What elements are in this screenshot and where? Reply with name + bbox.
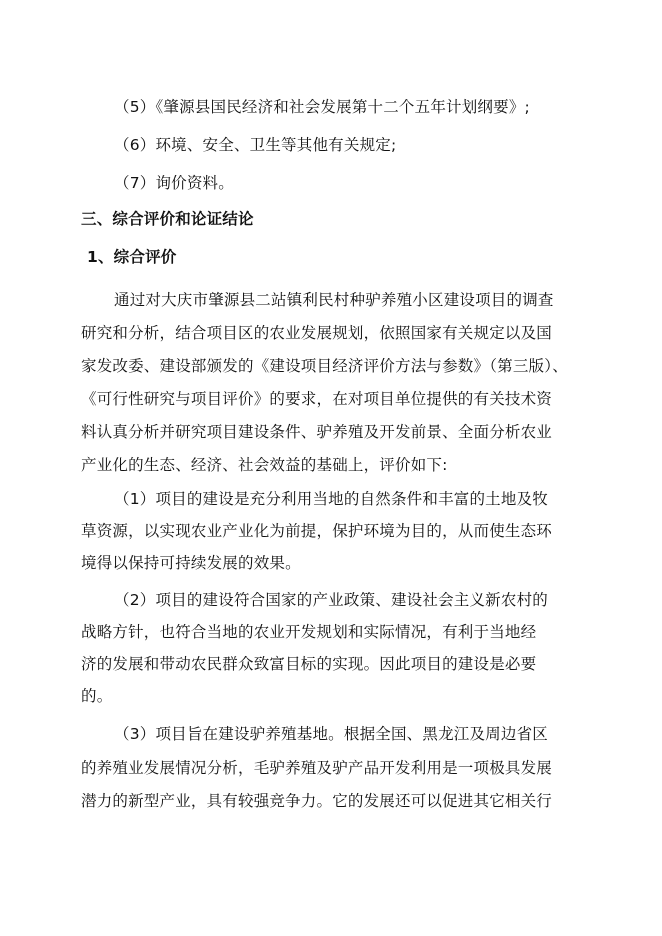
paragraph-line: 的养殖业发展情况分析，毛驴养殖及驴产品开发利用是一项极具发展 [81,759,553,777]
basis-item-7: （7）询价资料。 [114,174,234,192]
paragraph-line: 境得以保持可持续发展的效果。 [81,554,301,572]
section-heading: 三、综合评价和论证结论 [81,210,254,228]
basis-item-5: （5）《肇源县国民经济和社会发展第十二个五年计划纲要》; [114,98,530,116]
paragraph-line: 通过对大庆市肇源县二站镇利民村种驴养殖小区建设项目的调查 [114,291,554,309]
paragraph-line: 《可行性研究与项目评价》的要求，在对项目单位提供的有关技术资 [81,390,553,408]
basis-item-6: （6）环境、安全、卫生等其他有关规定; [114,136,397,154]
paragraph-line: 研究和分析，结合项目区的农业发展规划，依照国家有关规定以及国 [81,324,553,342]
paragraph-line: 济的发展和带动农民群众致富目标的实现。因此项目的建设是必要 [81,655,537,673]
paragraph-line: 草资源，以实现农业产业化为前提，保护环境为目的，从而使生态环 [81,522,553,540]
paragraph-line: （1）项目的建设是充分利用当地的自然条件和丰富的土地及牧 [114,490,548,508]
paragraph-line: 战略方针，也符合当地的农业开发规划和实际情况，有利于当地经 [81,623,537,641]
paragraph-line: 产业化的生态、经济、社会效益的基础上，评价如下: [81,456,448,474]
subsection-heading: 1、综合评价 [87,248,177,266]
paragraph-line: （3）项目旨在建设驴养殖基地。根据全国、黑龙江及周边省区 [114,725,548,743]
paragraph-line: 料认真分析并研究项目建设条件、驴养殖及开发前景、全面分析农业 [81,423,553,441]
paragraph-line: 家发改委、建设部颁发的《建设项目经济评价方法与参数》（第三版）、 [81,357,568,375]
paragraph-line: 的。 [81,687,113,705]
paragraph-line: （2）项目的建设符合国家的产业政策、建设社会主义新农村的 [114,591,548,609]
paragraph-line: 潜力的新型产业，具有较强竞争力。它的发展还可以促进其它相关行 [81,792,553,810]
